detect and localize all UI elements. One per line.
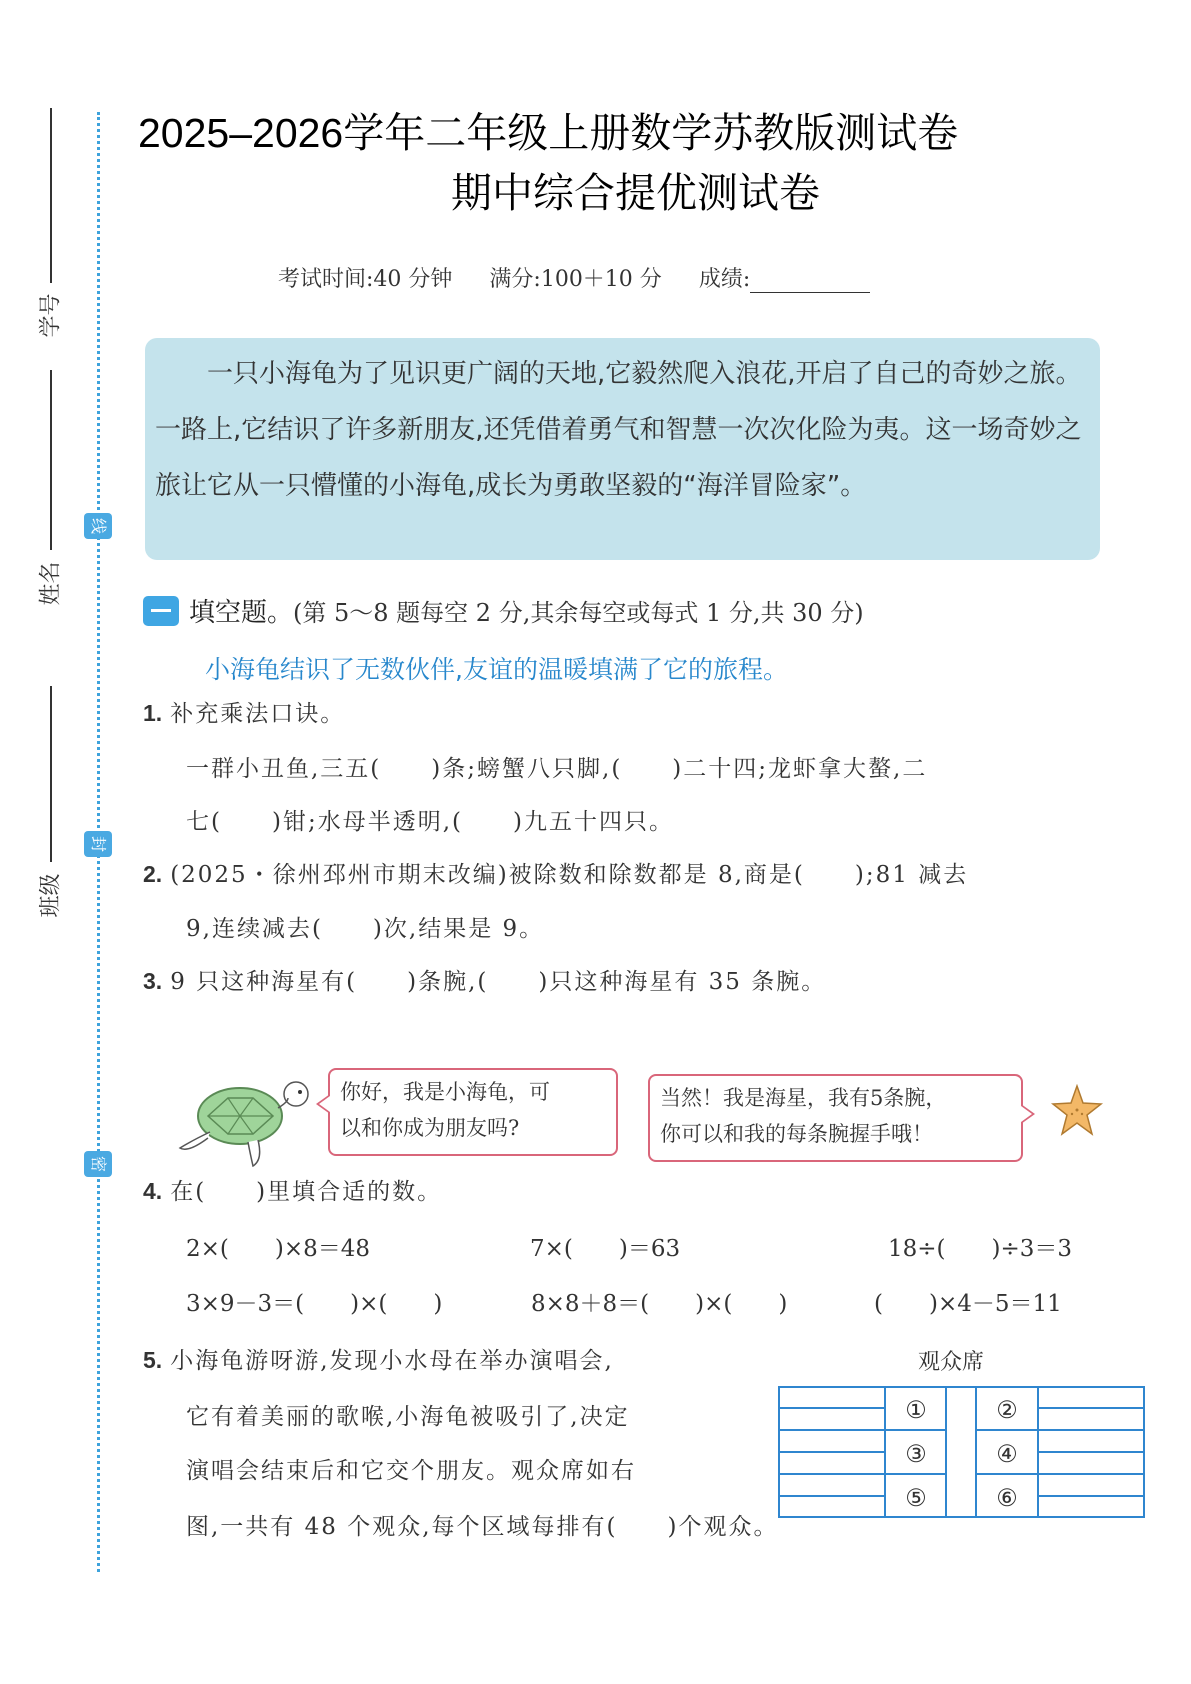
region-label: ②: [996, 1396, 1018, 1424]
exam-meta: [278, 262, 870, 293]
seating-regions-left: [885, 1388, 947, 1520]
story-box: [145, 338, 1100, 560]
bubble-tail: [316, 1094, 330, 1114]
equation: 8×8＋8＝( )×( ): [531, 1291, 788, 1317]
question-4: [143, 1173, 442, 1206]
bubble-line: 你可以和我的每条腕握手哦！: [660, 1122, 933, 1146]
story-text: 一只小海龟为了见识更广阔的天地,它毅然爬入浪花,开启了自己的奇妙之旅。一路上,它结识了许多新朋友,还凭借着勇气和智慧一次次化险为夷。这一场奇妙之旅让它从一只懵懂的小海龟,成长为勇敢坚毅的“海洋冒险家”。: [155, 359, 1082, 501]
marker-line: 线: [84, 513, 112, 539]
question-5-line-4: 图,一共有 48 个观众,每个区域每排有( )个观众。: [186, 1514, 779, 1540]
section-heading: [143, 592, 864, 629]
turtle-speech-bubble: [328, 1068, 618, 1156]
page-subtitle: 期中综合提优测试卷: [451, 170, 820, 216]
question-number: 5.: [143, 1347, 163, 1373]
seating-chart: [778, 1386, 1145, 1518]
starfish-speech-bubble: [648, 1074, 1023, 1162]
question-5-line-3: 演唱会结束后和它交个朋友。观众席如右: [186, 1458, 636, 1484]
question-text: 补充乘法口诀。: [170, 701, 346, 727]
question-1-line-3: 七( )钳;水母半透明,( )九五十四只。: [186, 809, 674, 835]
section-number-badge: [143, 596, 179, 626]
bubble-line: 以和你成为朋友吗?: [340, 1116, 520, 1140]
question-number: 3.: [143, 968, 163, 994]
region-label: ③: [905, 1440, 927, 1468]
question-1: [143, 695, 345, 728]
region-label: ⑤: [905, 1484, 927, 1512]
question-2: [143, 856, 968, 889]
region-label: ④: [996, 1440, 1018, 1468]
bubble-tail: [1021, 1104, 1035, 1124]
region-label: ⑥: [996, 1484, 1018, 1512]
question-number: 1.: [143, 700, 163, 726]
name-line[interactable]: [50, 370, 52, 550]
turtle-illustration: [178, 1068, 318, 1168]
equation: 2×( )×8＝48: [186, 1236, 371, 1262]
bubble-line: 你好，我是小海龟，可: [340, 1080, 550, 1104]
marker-seal: 封: [84, 831, 112, 857]
seating-chart-title: 观众席: [918, 1350, 985, 1375]
student-id-label: 学号: [38, 293, 64, 338]
section-note: (第 5～8 题每空 2 分,其余每空或每式 1 分,共 30 分): [293, 599, 864, 627]
question-text: 在( )里填合适的数。: [170, 1179, 443, 1205]
question-1-line-2: 一群小丑鱼,三五( )条;螃蟹八只脚,( )二十四;龙虾拿大螯,二: [186, 756, 928, 782]
question-5: [143, 1342, 614, 1375]
class-label: 班级: [38, 873, 64, 918]
score-label: 成绩:: [698, 267, 751, 292]
full-score: 满分:100＋10 分: [489, 267, 662, 292]
marker-secret: 密: [84, 1151, 112, 1177]
binding-sidebar: [0, 0, 120, 1684]
seating-regions-right: [976, 1388, 1038, 1520]
question-2-line-2: 9,连续减去( )次,结果是 9。: [186, 916, 545, 942]
starfish-illustration: [1050, 1084, 1104, 1138]
page-title: 2025–2026学年二年级上册数学苏教版测试卷: [138, 110, 959, 156]
equation: 3×9－3＝( )×( ): [186, 1291, 443, 1317]
name-label: 姓名: [38, 561, 64, 606]
equation: 7×( )＝63: [530, 1236, 681, 1262]
question-text: 9 只这种海星有( )条腕,( )只这种海星有 35 条腕。: [170, 969, 827, 995]
question-number: 2.: [143, 861, 163, 887]
question-5-line-2: 它有着美丽的歌喉,小海龟被吸引了,决定: [186, 1404, 630, 1430]
equation: ( )×4－5＝11: [874, 1291, 1062, 1317]
region-label: ①: [905, 1396, 927, 1424]
question-text: 小海龟游呀游,发现小水母在举办演唱会,: [170, 1348, 614, 1374]
score-blank[interactable]: [750, 292, 870, 293]
section-subtitle: 小海龟结识了无数伙伴,友谊的温暖填满了它的旅程。: [205, 655, 788, 684]
question-3: [143, 963, 826, 996]
section-title: 填空题。: [189, 598, 294, 628]
exam-time: 考试时间:40 分钟: [278, 267, 453, 292]
class-line[interactable]: [50, 686, 52, 862]
question-text: (2025・徐州邳州市期末改编)被除数和除数都是 8,商是( );81 减去: [170, 862, 969, 888]
question-number: 4.: [143, 1178, 163, 1204]
equation: 18÷( )÷3＝3: [888, 1236, 1073, 1262]
bubble-line: 当然！我是海星，我有5条腕，: [660, 1086, 947, 1110]
